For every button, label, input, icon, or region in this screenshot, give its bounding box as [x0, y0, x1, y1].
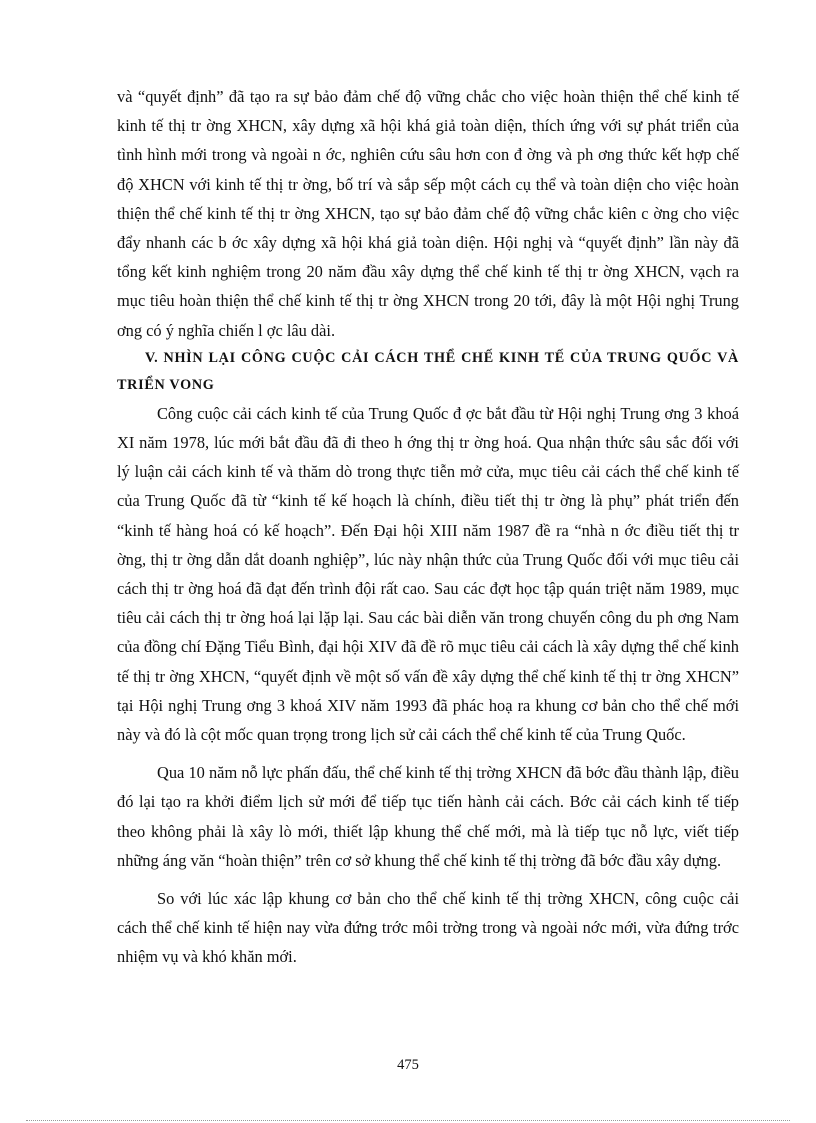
page-number: 475: [397, 1057, 419, 1073]
paragraph: So với lúc xác lập khung cơ bản cho thể chế kinh tế thị trờng XHCN, công cuộc cải cách thể chế kinh tế hiện nay vừa đứng trớc môi trờng trong và ngoài nớc mới, vừa đứng trớc nhiệm vụ và khó khăn mới.: [117, 889, 739, 967]
section-heading: V. NHÌN LẠI CÔNG CUỘC CẢI CÁCH THỂ CHẾ KINH TẾ CỦA TRUNG QUỐC VÀ TRIỂN VONG: [117, 349, 739, 393]
footer-rule: [26, 1120, 790, 1121]
paragraph: Công cuộc cải cách kinh tế của Trung Quốc đ ợc bắt đầu từ Hội nghị Trung ơng 3 khoá XI năm 1978, lúc mới bắt đầu đã đi theo h ớng thị tr ờng hoá. Qua nhận thức sâu sắc đối với lý luận cải cách kinh tế và thăm dò trong thực tiễn mở cửa, mục tiêu cải cách thể chế kinh tế của Trung Quốc đã từ “kinh tế kế hoạch là chính, điều tiết thị tr ờng là phụ” phát triển đến “kinh tế hàng hoá có kế hoạch”. Đến Đại hội XIII năm 1987 đề ra “nhà n ớc điều tiết thị tr ờng, thị tr ờng dẫn dắt doanh nghiệp”, lúc này nhận thức của Trung Quốc đối với mục tiêu cải cách thị tr ờng hoá đã đạt đến trình đội rất cao. Sau các đợt học tập quán triệt năm 1989, mục tiêu cải cách thị tr ờng hoá lại lặp lại. Sau các bài diễn văn trong chuyến công du ph ơng Nam của đồng chí Đặng Tiểu Bình, đại hội XIV đã đề rõ mục tiêu cải cách là xây dựng thể chế kinh tế thị tr ờng XHCN, “quyết định về một số vấn đề xây dựng thể chế kinh tế thị tr ờng XHCN” tại Hội nghị Trung ơng 3 khoá XIV năm 1993 đã phác hoạ ra khung cơ bản cho thể chế mới này và đó là cột mốc quan trọng trong lịch sử cải cách thể chế kinh tế của Trung Quốc.: [117, 403, 739, 745]
body-text: [117, 82, 739, 972]
paragraph: Qua 10 năm nỗ lực phấn đấu, thể chế kinh tế thị trờng XHCN đã bớc đầu thành lập, điều đó lại tạo ra khởi điểm lịch sử mới để tiếp tục tiến hành cải cách. Bớc cải cách kinh tế tiếp theo không phải là xây lò mới, thiết lập khung thể chế mới, mà là tiếp tục nỗ lực, viết tiếp những áng văn “hoàn thiện” trên cơ sở khung thể chế kinh tế thị trờng đã bớc đầu xây dựng.: [117, 763, 739, 870]
paragraph-continuation: và “quyết định” đã tạo ra sự bảo đảm chế độ vững chắc cho việc hoàn thiện thể chế kinh tế kinh tế thị tr ờng XHCN, xây dựng xã hội khá giả toàn diện, thích ứng với sự phát triển của tình hình mới trong và ngoài n ớc, nghiên cứu sâu hơn con đ ờng và ph ơng thức kết hợp chế độ XHCN với kinh tế thị tr ờng, bố trí và sắp sếp một cách cụ thể và toàn diện cho việc hoàn thiện thể chế kinh tế thị tr ờng XHCN, tạo sự bảo đảm chế độ vững chắc kiên c ờng cho việc đẩy nhanh các b ớc xây dựng xã hội khá giả toàn diện. Hội nghị và “quyết định” lần này đã tổng kết kinh nghiệm trong 20 năm đầu xây dựng thể chế kinh tế thị tr ờng XHCN, vạch ra mục tiêu hoàn thiện thể chế kinh tế thị tr ờng XHCN trong 20 tới, đây là một Hội nghị Trung ơng có ý nghĩa chiến l ợc lâu dài.: [117, 87, 739, 340]
